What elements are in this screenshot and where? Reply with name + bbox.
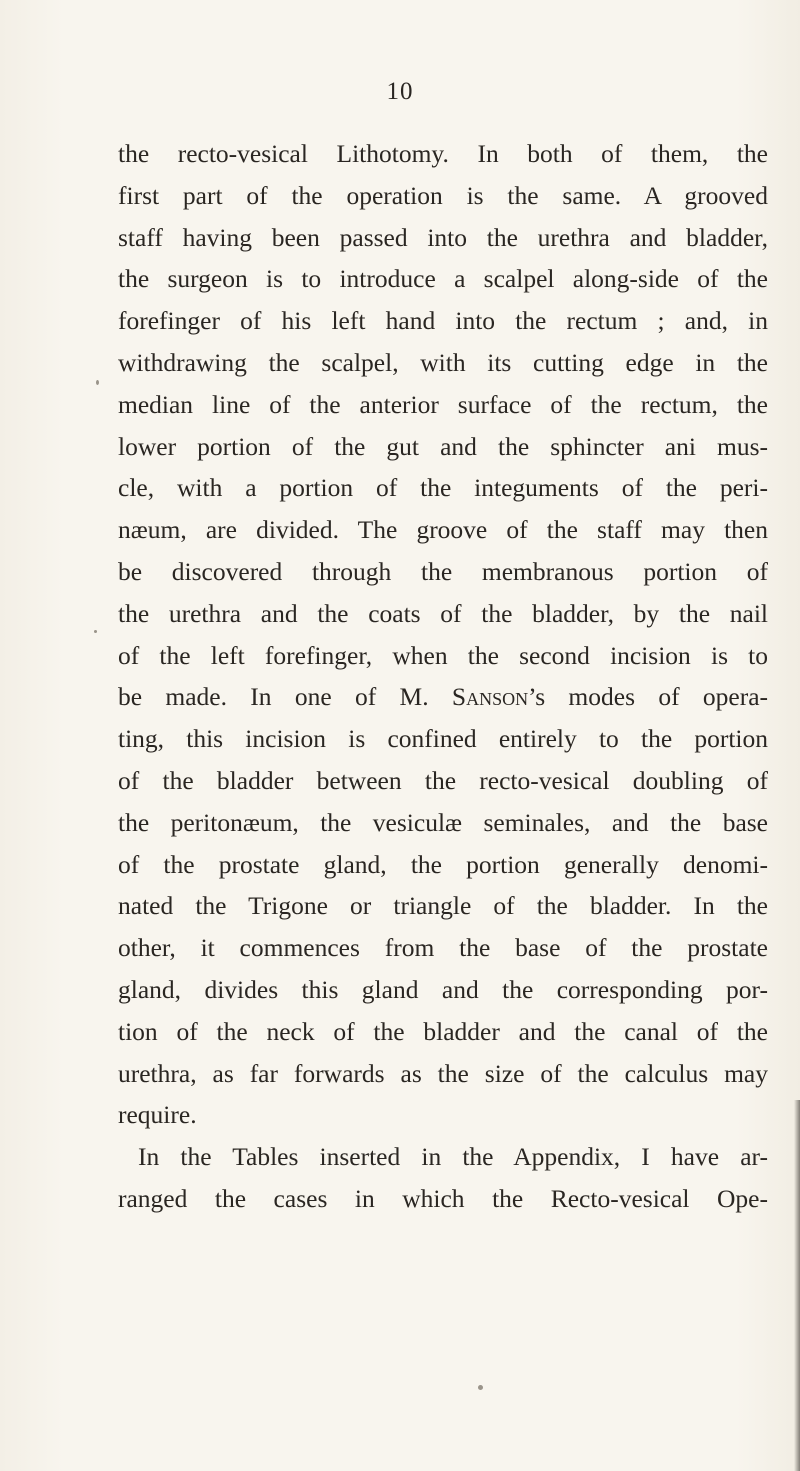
text-line: ranged the cases in which the Recto-vesical Ope- — [118, 1183, 768, 1213]
author-name-sanson: Sanson — [451, 682, 529, 712]
text-line: be discovered through the membranous portion of — [118, 556, 768, 586]
text-line: median line of the anterior surface of the rectum, the — [118, 389, 768, 419]
text-line-sanson — [118, 676, 768, 718]
text-line: other, it commences from the base of the prostate — [118, 933, 768, 963]
text-line: ting, this incision is confined entirely to the portion — [118, 724, 768, 754]
text-line: næum, are divided. The groove of the staff may then — [118, 515, 768, 545]
paper-speck — [478, 1385, 483, 1390]
text-line: of the bladder between the recto-vesical doubling of — [118, 765, 768, 795]
body-text — [118, 133, 768, 1220]
text-line: staff having been passed into the urethra and bladder, — [118, 222, 768, 252]
page-edge-shadow — [794, 1100, 800, 1471]
text-line: gland, divides this gland and the corresponding por- — [118, 974, 768, 1004]
paragraph-end-line: require. — [118, 1100, 197, 1130]
line-fragment: be made. In one of M. — [118, 682, 452, 712]
text-line: of the left forefinger, when the second incision is to — [118, 640, 768, 670]
text-line: urethra, as far forwards as the size of the calculus may — [118, 1058, 768, 1088]
line-fragment: ’s modes of opera- — [528, 682, 768, 712]
text-line: cle, with a portion of the integuments of the peri- — [118, 473, 768, 503]
paper-speck — [94, 630, 97, 633]
page-number: 10 — [386, 78, 414, 105]
text-line: nated the Trigone or triangle of the bladder. In the — [118, 891, 768, 921]
text-line: the recto-vesical Lithotomy. In both of them, the — [118, 139, 768, 168]
text-line: first part of the operation is the same. A grooved — [118, 180, 768, 210]
text-line: tion of the neck of the bladder and the canal of the — [118, 1016, 768, 1046]
text-line: withdrawing the scalpel, with its cutting edge in the — [118, 347, 768, 377]
text-line: the urethra and the coats of the bladder, by the nail — [118, 598, 768, 628]
text-line: of the prostate gland, the portion generally denomi- — [118, 849, 768, 879]
text-line: the surgeon is to introduce a scalpel along-side of the — [118, 264, 768, 294]
text-line: the peritonæum, the vesiculæ seminales, and the base — [118, 807, 768, 837]
text-line: In the Tables inserted in the Appendix, I have ar- — [138, 1142, 768, 1172]
paper-speck — [96, 380, 99, 385]
text-line: forefinger of his left hand into the rectum ; and, in — [118, 306, 768, 336]
text-line: lower portion of the gut and the sphincter ani mus- — [118, 431, 768, 461]
